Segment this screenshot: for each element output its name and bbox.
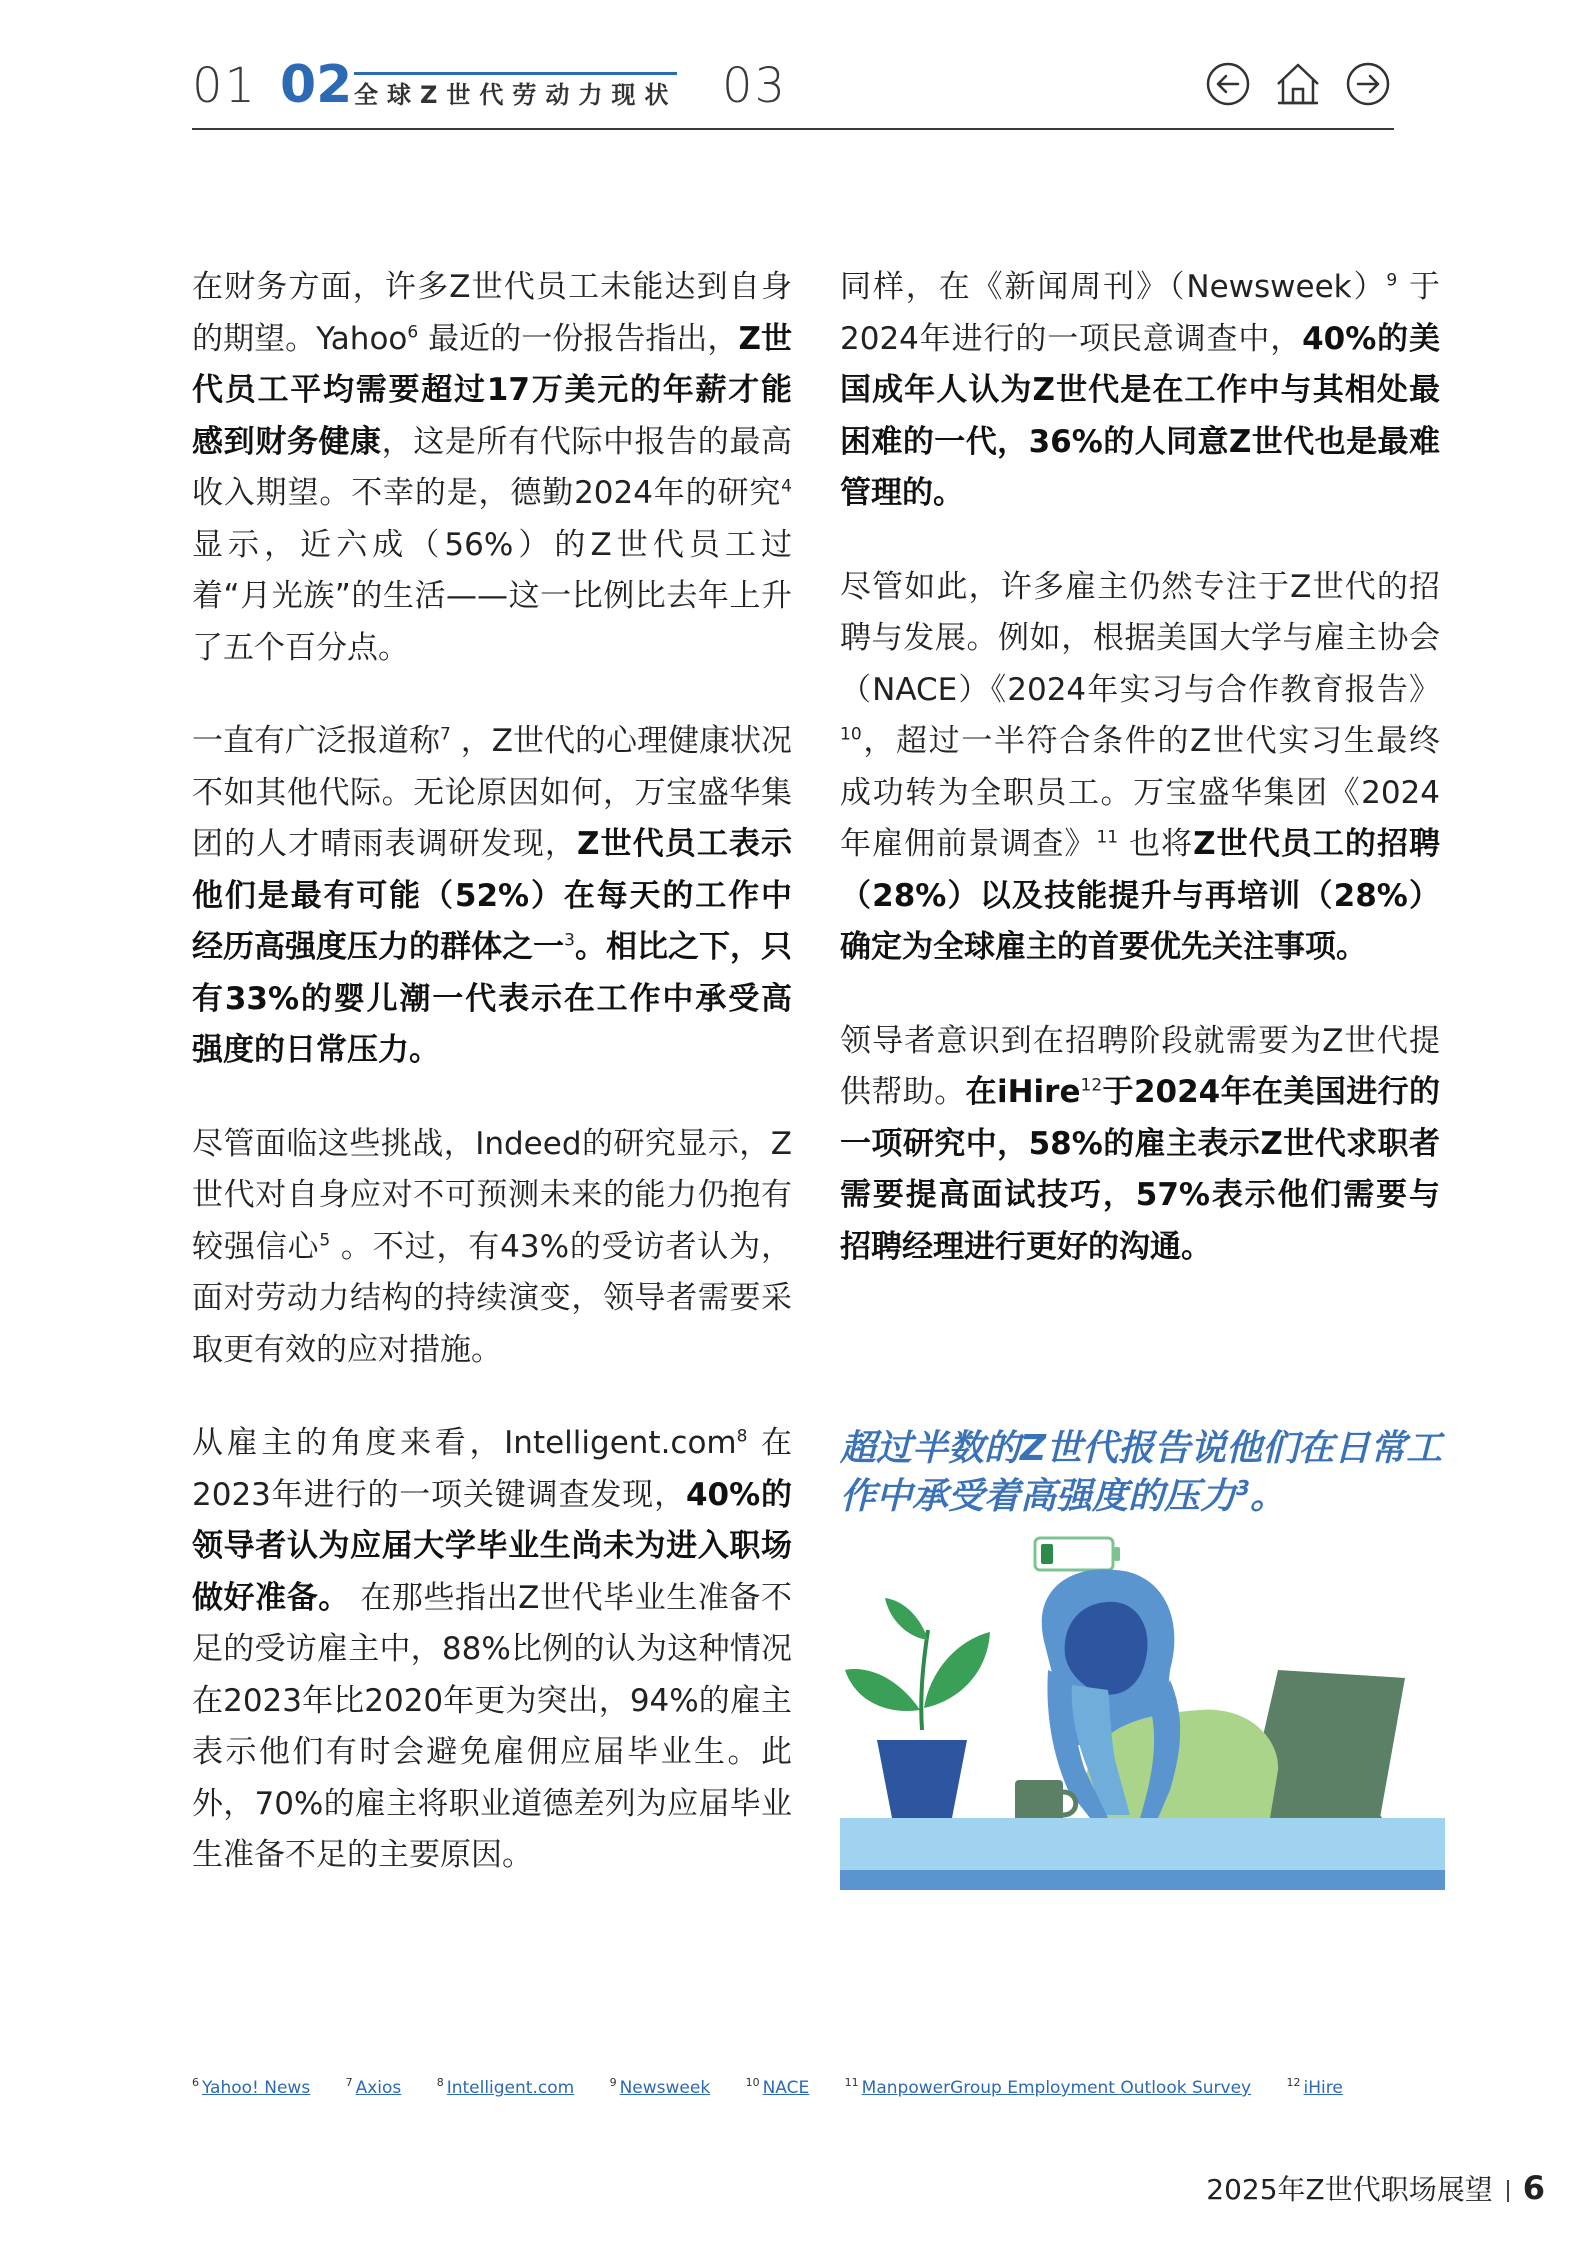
footnote-link[interactable]: NACE (762, 2078, 810, 2098)
footnote-ref[interactable]: 8 (736, 1426, 748, 1447)
footnote-link[interactable]: Intelligent.com (446, 2078, 575, 2098)
page-footer (1206, 2168, 1545, 2208)
footnote-link[interactable]: iHire (1303, 2078, 1343, 2098)
page-number: 6 (1522, 2169, 1545, 2207)
section-03-link[interactable]: 03 (722, 58, 788, 114)
desk-surface (840, 1818, 1445, 1870)
paragraph-mental-health (192, 716, 792, 1077)
footnote-number: 8 (436, 2076, 444, 2090)
footnote-ref[interactable]: 3 (1236, 1476, 1250, 1500)
footnotes (192, 2078, 1373, 2098)
footnote-link[interactable]: Newsweek (619, 2078, 711, 2098)
footnote-ref[interactable]: 10 (840, 724, 862, 745)
paragraph-recruiting (840, 562, 1440, 974)
text: ，这是所有代际中报告的最高收入期望。不幸的是，德勤2024年的研究 (192, 423, 793, 511)
stressed-worker-illustration (840, 1530, 1445, 1890)
footnote-link[interactable]: Axios (355, 2078, 402, 2098)
bold-text: 40%的领导者认为应届大学毕业生尚未为进入职场做好准备。 (192, 1476, 792, 1616)
footnote-9 (610, 2078, 711, 2098)
home-icon[interactable] (1272, 58, 1324, 110)
footnote-number: 6 (192, 2076, 199, 2090)
text: 在财务方面，许多Z世代员工未能达到自身的期望。Yahoo (192, 269, 792, 357)
bold-text: 40%的美国成年人认为Z世代是在工作中与其相处最困难的一代，36%的人同意Z世代也是最难管理的。 (840, 320, 1440, 511)
footnote-number: 7 (345, 2076, 353, 2090)
right-column (840, 262, 1440, 1315)
footnote-ref[interactable]: 11 (1096, 827, 1119, 848)
arrow-right-icon[interactable] (1342, 58, 1394, 110)
text: 最近的一份报告指出， (418, 320, 739, 357)
footnote-ref[interactable]: 9 (1386, 270, 1398, 291)
section-01-link[interactable]: 01 (192, 58, 258, 114)
footnote-ref[interactable]: 4 (781, 476, 792, 497)
plant-icon (845, 1598, 990, 1818)
text: 在那些指出Z世代毕业生准备不足的受访雇主中，88%比例的认为这种情况在2023年比2020年更为突出，94%的雇主表示他们有时会避免雇佣应届毕业生。此外，70%的雇主将职业道德差列为应届毕业生准备不足的主要原因。 (192, 1579, 793, 1873)
paragraph-ihire (840, 1016, 1440, 1274)
footnote-ref[interactable]: 7 (440, 724, 451, 745)
footnote-number: 10 (745, 2076, 760, 2090)
callout-quote (840, 1425, 1450, 1521)
person-figure (1042, 1569, 1278, 1818)
text: ，超过一半符合条件的Z世代实习生最终成功转为全职员工。万宝盛华集团《2024年雇佣前景调查》 (840, 723, 1440, 862)
text: 于2024年进行的一项民意调查中， (840, 269, 1441, 357)
footnote-number: 11 (844, 2076, 859, 2090)
battery-low-icon (1035, 1538, 1120, 1570)
footnote-11 (845, 2078, 1251, 2098)
text: 显示，近六成（56%）的Z世代员工过着“月光族”的生活——这一比例比去年上升了五个百分点。 (192, 526, 792, 666)
footnote-ref[interactable]: 12 (1080, 1075, 1103, 1096)
bold-text: Z世代员工平均需要超过17万美元的年薪才能感到财务健康 (192, 320, 792, 460)
footer-divider (1507, 2180, 1509, 2202)
footer-title: 2025年Z世代职场展望 (1206, 2173, 1493, 2206)
footnote-8 (437, 2078, 574, 2098)
footnote-link[interactable]: ManpowerGroup Employment Outlook Survey (861, 2078, 1252, 2098)
footnote-link[interactable]: Yahoo! News (202, 2078, 311, 2098)
text: 。不过，有43%的受访者认为，面对劳动力结构的持续演变，领导者需要采取更有效的应对措施。 (192, 1228, 792, 1368)
footnote-number: 9 (609, 2076, 617, 2090)
text: 尽管如此，许多雇主仍然专注于Z世代的招聘与发展。例如，根据美国大学与雇主协会（NACE）《2024年实习与合作教育报告》 (840, 568, 1440, 708)
bold-text: Z世代员工的招聘（28%）以及技能提升与再培训（28%）确定为全球雇主的首要优先关注事项。 (840, 826, 1440, 965)
footnote-10 (746, 2078, 810, 2098)
footnote-6 (192, 2078, 310, 2098)
text: 尽管面临这些挑战，Indeed的研究显示，Z世代对自身应对不可预测未来的能力仍抱有较强信心 (192, 1125, 792, 1265)
current-section-number: 02 (280, 55, 353, 115)
left-column (192, 262, 792, 1924)
arrow-left-icon[interactable] (1202, 58, 1254, 110)
footnote-ref[interactable]: 5 (319, 1230, 331, 1251)
paragraph-newsweek (840, 262, 1440, 520)
page-header (192, 52, 1394, 130)
text: ，Z世代的心理健康状况不如其他代际。无论原因如何，万宝盛华集团的人才晴雨表调研发现， (192, 723, 793, 862)
paragraph-employer-view (192, 1418, 792, 1882)
callout-end: 。 (1249, 1476, 1286, 1517)
footnote-12 (1287, 2078, 1343, 2098)
footnote-number: 12 (1286, 2076, 1301, 2090)
bold-text: 于2024年在美国进行的一项研究中，58%的雇主表示Z世代求职者需要提高面试技巧，57%表示他们需要与招聘经理进行更好的沟通。 (840, 1074, 1441, 1265)
footnote-ref[interactable]: 3 (564, 930, 575, 951)
footnote-7 (346, 2078, 402, 2098)
footnote-ref[interactable]: 6 (407, 322, 419, 343)
bold-text: 在iHire (965, 1074, 1081, 1110)
text: 同样，在《新闻周刊》（Newsweek） (840, 269, 1387, 305)
text: 从雇主的角度来看，Intelligent.com (192, 1425, 737, 1461)
text: 也将 (1118, 826, 1194, 862)
bold-text: Z世代员工表示他们是最有可能（52%）在每天的工作中经历高强度压力的群体之一 (192, 826, 792, 965)
paragraph-financial (192, 262, 792, 674)
paragraph-confidence (192, 1119, 792, 1377)
text: 领导者意识到在招聘阶段就需要为Z世代提供帮助。 (840, 1022, 1440, 1110)
desk-edge (840, 1870, 1445, 1890)
section-title: 全球Z世代劳动力现状 (354, 72, 677, 112)
callout-text: 超过半数的Z世代报告说他们在日常工作中承受着高强度的压力 (840, 1428, 1443, 1517)
text: 在2023年进行的一项关键调查发现， (192, 1425, 793, 1513)
bold-text: 。相比之下，只有33%的婴儿潮一代表示在工作中承受高强度的日常压力。 (192, 929, 793, 1068)
text: 一直有广泛报道称 (192, 723, 441, 759)
nav-icon-group (1202, 58, 1394, 110)
